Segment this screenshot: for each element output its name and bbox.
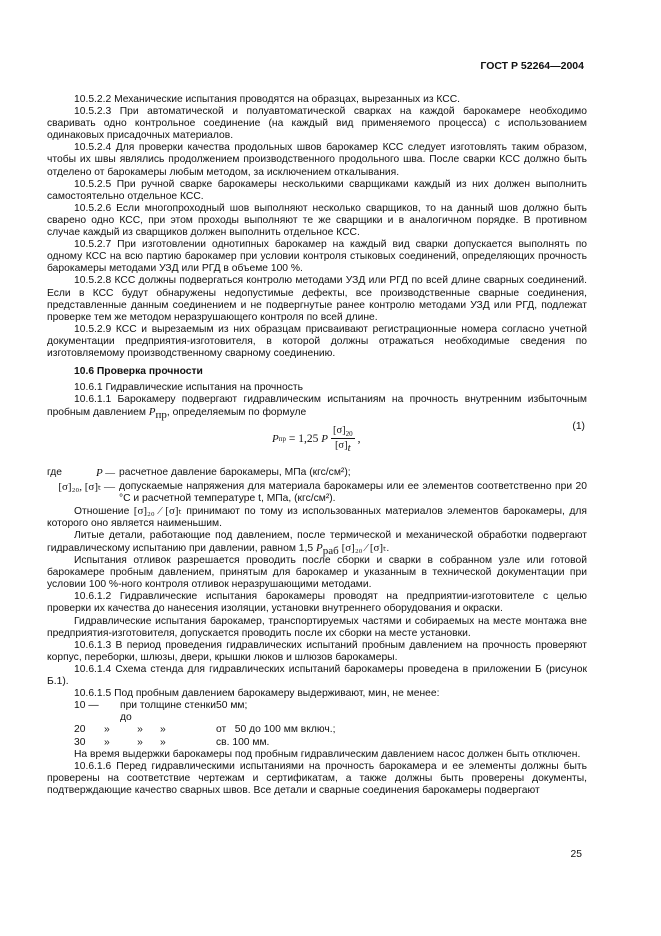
paragraph-text: . [386, 543, 390, 554]
formula-numerator [331, 425, 355, 439]
table-cell: при толщине стенки до [120, 700, 216, 724]
paragraph: 10.5.2.3 При автоматической и полуавтоматической сварках на каждой барокамере необходимо сваривать одно контрольное соединение (на каждый вид применяемого процесса) с использованием одинаковых присадочных материалов. [47, 106, 587, 142]
paragraph: 10.6.1.3 В период проведения гидравлических испытаний пробным давлением на прочность проверяют корпус, переборки, шлюзы, двери, крышки люков и шлюзов барокамеры. [47, 639, 587, 663]
table-cell: » [137, 736, 143, 748]
formula-p: P [321, 432, 328, 445]
paragraph-text: принимают по тому из использованных материалов элементов барокамеры, для которого оно является наименьшим. [47, 505, 587, 529]
formula-eq: = 1,25 [285, 432, 322, 445]
paragraph-text: , определяемым по формуле [166, 407, 307, 419]
paragraph-text: Литые детали, работающие под давлением, после термической и механической обработки подвергают гидравлическому испытанию при давлении, равном 1,5 [47, 529, 587, 554]
denominator-sub: t [347, 442, 351, 455]
paragraph: 10.6.1 Гидравлические испытания на прочность [74, 382, 303, 394]
where-description: допускаемые напряжения для материала барокамеры или ее элементов соответственно при 20 °С и расчетной температуре t, МПа, (кгс/см²). [119, 480, 587, 504]
hold-time-table [74, 700, 587, 748]
paragraph: 10.5.2.5 При ручной сварке барокамеры несколькими сварщиками каждый из них должен выполнить самостоятельно отдельное КСС. [47, 178, 587, 202]
pressure-subscript: пр [155, 409, 167, 422]
where-block [47, 467, 587, 504]
document-body [47, 94, 587, 797]
paragraph [47, 394, 587, 422]
paragraph: 10.6.1.6 Перед гидравлическими испытаниями на прочность барокамера и ее элементы должны быть проверены на соответствие чертежам и сертификатам, а также должны быть проверены документы, подтверждающие качество сварных швов. Все детали и сварные соединения барокамеры подвергают [47, 760, 587, 796]
table-cell [188, 724, 216, 736]
paragraph: 10.5.2.9 КСС и вырезаемым из них образцам присваивают регистрационные номера согласно учетной документации предприятия-изготовителя, в которой должны отражаться необходимые сведения по изготовляемому производственному сварному соединению. [47, 323, 587, 359]
paragraph: 10.5.2.8 КСС должны подвергаться контролю методами УЗД или РГД по всей длине сварных соединений. Если в КСС будут обнаружены недопустимые дефекты, все производственные сварные соединения, представленные данным соединением и не подвергнутые ранее контролю методами УЗД или РГД, подлежат проверке тем же методом неразрушающего контроля по всей длине. [47, 275, 587, 323]
formula-lhs: P [272, 432, 279, 445]
stress-ratio: [σ]₂₀ ⁄ [σ]ₜ [341, 542, 387, 554]
formula: P пр = 1,25 P $\frac{[\sigma]_{20}}{[\sigma]_t}$ , [272, 425, 361, 455]
paragraph [47, 505, 587, 530]
paragraph: 10.5.2.2 Механические испытания проводятся на образцах, вырезанных из КСС. [74, 94, 461, 105]
where-label: где [47, 467, 63, 479]
where-symbol [47, 467, 119, 480]
paragraph-text: 10.6.1.1 Барокамеру подвергают гидравлическим испытаниям на прочность внутренним избыточным пробным давлением [47, 394, 587, 419]
equation-number: (1) [572, 421, 585, 433]
table-cell: св. 100 мм. [216, 736, 270, 748]
table-cell: » [104, 736, 110, 748]
paragraph: Испытания отливок разрешается проводить после сборки и сварки в собранном узле или готовой барокамере пробным давлением, принятым для барокамер и указанным в технической документации при условии 100 %-ного контроля отливок неразрушающими методами. [47, 555, 587, 591]
table-cell: » [104, 724, 110, 736]
table-cell: » [137, 724, 143, 736]
section-heading: 10.6 Проверка прочности [74, 366, 203, 378]
formula-tail: , [357, 432, 361, 445]
paragraph: Гидравлические испытания барокамер, транспортируемых частями и собираемых на месте монтажа вне предприятия-изготовителя, допускается проводить после их сборки на месте установки. [47, 615, 587, 639]
table-cell: от 50 до 100 мм включ.; [216, 724, 336, 736]
pressure-symbol: P [315, 542, 323, 554]
paragraph: 10.5.2.4 Для проверки качества продольных швов барокамер КСС следует изготовлять таким образом, чтобы их швы являлись продолжением производственного продольного шва. После сварки КСС должно быть отделено от барокамеры любым методом, за исключением откалывания. [47, 142, 587, 178]
paragraph: 10.6.1.4 Схема стенда для гидравлических испытаний барокамеры проведена в приложении Б (рисунок Б.1). [47, 663, 587, 688]
paragraph: 10.5.2.6 Если многопроходный шов выполняют несколько сварщиков, то на данный шов должно быть сварено одно КСС, при этом проходы выполняют те же сварщики и в аналогичном порядке. В противном случае каждый из сварщиков должен выполнить отдельное КСС. [47, 202, 587, 239]
pressure-subscript: раб [322, 545, 339, 558]
paragraph: 10.5.2.7 При изготовлении однотипных барокамер на каждый вид сварки допускается выполнять по одному КСС на всю партию барокамер при условии контроля стыковых соединений, определяющих прочность барокамеры методами УЗД или РГД в объеме 100 %. [47, 239, 587, 275]
formula-block [47, 421, 587, 465]
paragraph: 10.6.1.2 Гидравлические испытания барокамеры проводят на предприятии-изготовителе с целью проверки их качества до нанесения изоляции, установки внутреннего оборудования и окраски. [47, 591, 587, 615]
paragraph: На время выдержки барокамеры под пробным гидравлическим давлением насос должен быть отключен. [74, 748, 581, 760]
pressure-symbol: P [148, 406, 156, 419]
where-description: расчетное давление барокамеры, МПа (кгс/см²); [119, 467, 351, 479]
table-cell [188, 737, 216, 749]
table-cell: 30 [74, 736, 86, 748]
table-cell: 20 [74, 724, 86, 736]
table-cell: » [160, 736, 166, 748]
table-cell: » [160, 724, 166, 736]
document-number: ГОСТ Р 52264—2004 [480, 60, 584, 72]
table-cell: 10 — [74, 700, 99, 712]
stress-ratio: [σ]₂₀ ⁄ [σ]ₜ [133, 504, 182, 517]
where-p-symbol: P — [95, 467, 115, 480]
numerator-text: [σ] [332, 425, 346, 437]
paragraph-text: Отношение [74, 505, 130, 517]
paragraph: 10.6.1.5 Под пробным давлением барокамеру выдерживают, мин, не менее: [74, 688, 440, 700]
numerator-sub: 20 [345, 430, 353, 439]
paragraph [47, 529, 587, 558]
denominator-text: [σ] [334, 440, 348, 452]
where-symbol: [σ]₂₀, [σ]ₜ — [58, 480, 115, 493]
formula-fraction [331, 425, 355, 455]
table-cell: 50 мм; [216, 700, 248, 712]
page-number: 25 [570, 849, 582, 860]
formula-denominator [333, 439, 353, 455]
